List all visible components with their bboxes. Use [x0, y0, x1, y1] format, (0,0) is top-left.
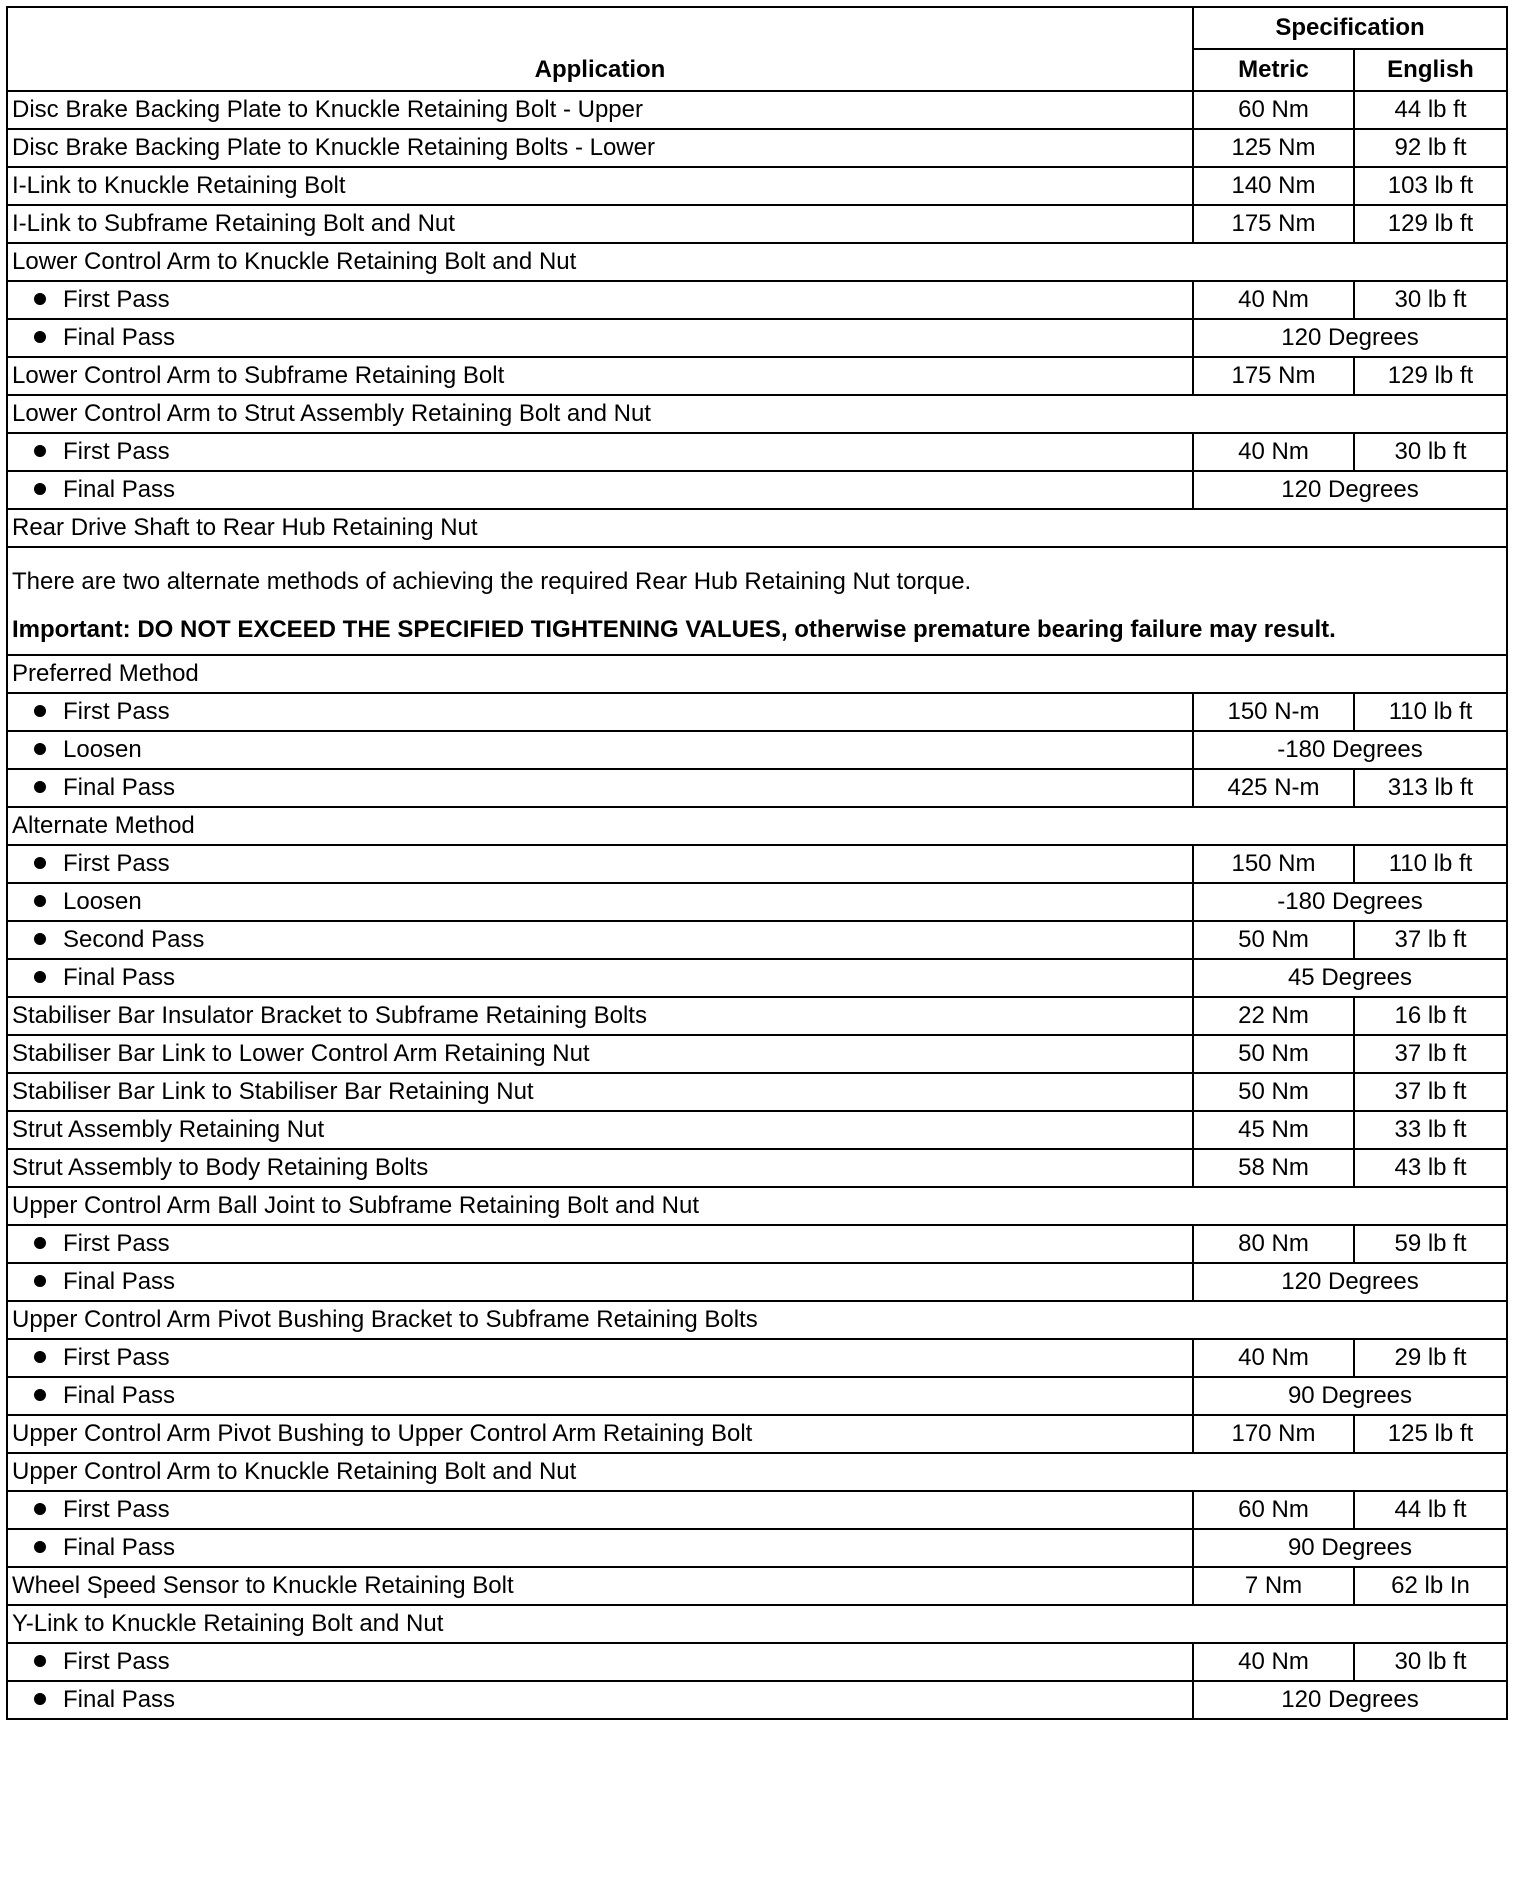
step-cell: [7, 883, 1193, 921]
english-cell: 30 lb ft: [1354, 433, 1507, 471]
step-row: [7, 1225, 1507, 1263]
step-cell: [7, 1643, 1193, 1681]
step-row: [7, 1643, 1507, 1681]
english-cell: 44 lb ft: [1354, 91, 1507, 129]
application-cell: Wheel Speed Sensor to Knuckle Retaining Bolt: [7, 1567, 1193, 1605]
metric-cell: 50 Nm: [1193, 1035, 1354, 1073]
step-row: [7, 1681, 1507, 1719]
metric-cell: 125 Nm: [1193, 129, 1354, 167]
step-label: First Pass: [63, 1648, 170, 1675]
section-heading-cell: Alternate Method: [7, 807, 1507, 845]
step-cell: [7, 1491, 1193, 1529]
section-heading-row: [7, 1605, 1507, 1643]
step-cell: [7, 921, 1193, 959]
table-row: [7, 1415, 1507, 1453]
application-cell: I-Link to Subframe Retaining Bolt and Nut: [7, 205, 1193, 243]
step-cell: [7, 1377, 1193, 1415]
application-cell: Strut Assembly Retaining Nut: [7, 1111, 1193, 1149]
step-cell: [7, 471, 1193, 509]
section-heading-cell: Y-Link to Knuckle Retaining Bolt and Nut: [7, 1605, 1507, 1643]
metric-cell: 150 N-m: [1193, 693, 1354, 731]
metric-cell: 140 Nm: [1193, 167, 1354, 205]
table-body: [7, 91, 1507, 1719]
step-label: Final Pass: [63, 324, 176, 351]
section-heading-cell: Upper Control Arm Ball Joint to Subframe Retaining Bolt and Nut: [7, 1187, 1507, 1225]
application-cell: Stabiliser Bar Link to Lower Control Arm Retaining Nut: [7, 1035, 1193, 1073]
english-cell: 59 lb ft: [1354, 1225, 1507, 1263]
section-heading-row: [7, 395, 1507, 433]
english-cell: 30 lb ft: [1354, 1643, 1507, 1681]
angle-cell: 90 Degrees: [1193, 1377, 1507, 1415]
english-cell: 37 lb ft: [1354, 1035, 1507, 1073]
bullet-icon: [34, 1237, 46, 1249]
bullet-icon: [34, 781, 46, 793]
metric-cell: 425 N-m: [1193, 769, 1354, 807]
bullet-icon: [34, 1541, 46, 1553]
table-row: [7, 129, 1507, 167]
step-cell: [7, 731, 1193, 769]
section-heading-row: [7, 1301, 1507, 1339]
section-heading-cell: Lower Control Arm to Strut Assembly Retaining Bolt and Nut: [7, 395, 1507, 433]
step-label: Loosen: [63, 888, 142, 915]
english-cell: 129 lb ft: [1354, 205, 1507, 243]
step-row: [7, 883, 1507, 921]
section-heading-cell: Rear Drive Shaft to Rear Hub Retaining Nut: [7, 509, 1507, 547]
application-cell: Strut Assembly to Body Retaining Bolts: [7, 1149, 1193, 1187]
english-cell: 37 lb ft: [1354, 921, 1507, 959]
section-heading-row: [7, 1453, 1507, 1491]
step-row: [7, 433, 1507, 471]
table-row: [7, 205, 1507, 243]
step-label: First Pass: [63, 1496, 170, 1523]
step-row: [7, 769, 1507, 807]
english-cell: 16 lb ft: [1354, 997, 1507, 1035]
bullet-icon: [34, 1389, 46, 1401]
step-row: [7, 281, 1507, 319]
table-row: [7, 1149, 1507, 1187]
step-label: Final Pass: [63, 476, 176, 503]
step-row: [7, 959, 1507, 997]
metric-cell: 175 Nm: [1193, 205, 1354, 243]
section-heading-row: [7, 1187, 1507, 1225]
bullet-icon: [34, 1655, 46, 1667]
angle-cell: 120 Degrees: [1193, 319, 1507, 357]
bullet-icon: [34, 705, 46, 717]
header-row-top: [7, 7, 1507, 49]
application-cell: Stabiliser Bar Link to Stabiliser Bar Retaining Nut: [7, 1073, 1193, 1111]
step-label: Final Pass: [63, 1534, 176, 1561]
section-heading-row: [7, 655, 1507, 693]
bullet-icon: [34, 293, 46, 305]
step-label: First Pass: [63, 286, 170, 313]
specification-header: Specification: [1193, 7, 1507, 49]
english-cell: 33 lb ft: [1354, 1111, 1507, 1149]
bullet-icon: [34, 445, 46, 457]
application-header: Application: [7, 7, 1193, 91]
metric-cell: 60 Nm: [1193, 1491, 1354, 1529]
step-cell: [7, 1339, 1193, 1377]
metric-cell: 150 Nm: [1193, 845, 1354, 883]
metric-cell: 22 Nm: [1193, 997, 1354, 1035]
section-heading-cell: Upper Control Arm Pivot Bushing Bracket to Subframe Retaining Bolts: [7, 1301, 1507, 1339]
torque-spec-sheet: [6, 6, 1506, 1720]
step-label: First Pass: [63, 438, 170, 465]
english-cell: 92 lb ft: [1354, 129, 1507, 167]
table-row: [7, 997, 1507, 1035]
english-cell: 62 lb In: [1354, 1567, 1507, 1605]
table-row: [7, 1035, 1507, 1073]
note-row: [7, 547, 1507, 655]
step-row: [7, 1377, 1507, 1415]
section-heading-cell: Upper Control Arm to Knuckle Retaining Bolt and Nut: [7, 1453, 1507, 1491]
metric-cell: 175 Nm: [1193, 357, 1354, 395]
bullet-icon: [34, 1503, 46, 1515]
english-cell: 29 lb ft: [1354, 1339, 1507, 1377]
step-row: [7, 731, 1507, 769]
angle-cell: 120 Degrees: [1193, 471, 1507, 509]
english-cell: 103 lb ft: [1354, 167, 1507, 205]
metric-cell: 58 Nm: [1193, 1149, 1354, 1187]
step-label: Loosen: [63, 736, 142, 763]
bullet-icon: [34, 743, 46, 755]
bullet-icon: [34, 1275, 46, 1287]
bullet-icon: [34, 895, 46, 907]
english-cell: 110 lb ft: [1354, 845, 1507, 883]
section-heading-row: [7, 807, 1507, 845]
step-label: First Pass: [63, 850, 170, 877]
english-cell: 30 lb ft: [1354, 281, 1507, 319]
metric-cell: 50 Nm: [1193, 921, 1354, 959]
step-label: Final Pass: [63, 1268, 176, 1295]
section-heading-cell: Lower Control Arm to Knuckle Retaining Bolt and Nut: [7, 243, 1507, 281]
bullet-icon: [34, 483, 46, 495]
note-cell: [7, 547, 1507, 655]
table-row: [7, 167, 1507, 205]
step-label: Final Pass: [63, 964, 176, 991]
table-row: [7, 91, 1507, 129]
application-cell: I-Link to Knuckle Retaining Bolt: [7, 167, 1193, 205]
step-label: Final Pass: [63, 774, 176, 801]
application-cell: Lower Control Arm to Subframe Retaining Bolt: [7, 357, 1193, 395]
step-cell: [7, 1225, 1193, 1263]
metric-cell: 80 Nm: [1193, 1225, 1354, 1263]
section-heading-row: [7, 243, 1507, 281]
english-cell: 44 lb ft: [1354, 1491, 1507, 1529]
application-cell: Stabiliser Bar Insulator Bracket to Subframe Retaining Bolts: [7, 997, 1193, 1035]
step-cell: [7, 959, 1193, 997]
step-row: [7, 693, 1507, 731]
table-row: [7, 1073, 1507, 1111]
angle-cell: 90 Degrees: [1193, 1529, 1507, 1567]
angle-cell: -180 Degrees: [1193, 883, 1507, 921]
english-cell: 129 lb ft: [1354, 357, 1507, 395]
application-cell: Upper Control Arm Pivot Bushing to Upper Control Arm Retaining Bolt: [7, 1415, 1193, 1453]
step-cell: [7, 1263, 1193, 1301]
metric-cell: 45 Nm: [1193, 1111, 1354, 1149]
section-heading-row: [7, 509, 1507, 547]
english-cell: 125 lb ft: [1354, 1415, 1507, 1453]
section-heading-cell: Preferred Method: [7, 655, 1507, 693]
english-cell: 43 lb ft: [1354, 1149, 1507, 1187]
metric-cell: 60 Nm: [1193, 91, 1354, 129]
metric-header: Metric: [1193, 49, 1354, 91]
angle-cell: 120 Degrees: [1193, 1263, 1507, 1301]
step-row: [7, 1491, 1507, 1529]
step-label: First Pass: [63, 698, 170, 725]
step-cell: [7, 281, 1193, 319]
bullet-icon: [34, 857, 46, 869]
english-header: English: [1354, 49, 1507, 91]
metric-cell: 7 Nm: [1193, 1567, 1354, 1605]
note-text: There are two alternate methods of achieving the required Rear Hub Retaining Nut torque.: [12, 568, 972, 595]
fastener-torque-table: [6, 6, 1508, 1720]
english-cell: 313 lb ft: [1354, 769, 1507, 807]
step-row: [7, 1263, 1507, 1301]
application-cell: Disc Brake Backing Plate to Knuckle Retaining Bolt - Upper: [7, 91, 1193, 129]
angle-cell: 120 Degrees: [1193, 1681, 1507, 1719]
metric-cell: 40 Nm: [1193, 1339, 1354, 1377]
angle-cell: 45 Degrees: [1193, 959, 1507, 997]
table-row: [7, 1567, 1507, 1605]
step-row: [7, 921, 1507, 959]
metric-cell: 40 Nm: [1193, 1643, 1354, 1681]
step-cell: [7, 1529, 1193, 1567]
step-row: [7, 319, 1507, 357]
application-cell: Disc Brake Backing Plate to Knuckle Retaining Bolts - Lower: [7, 129, 1193, 167]
step-row: [7, 845, 1507, 883]
important-warning: Important: DO NOT EXCEED THE SPECIFIED TIGHTENING VALUES, otherwise premature bearing failure may result.: [12, 616, 1336, 643]
step-row: [7, 1339, 1507, 1377]
step-label: First Pass: [63, 1230, 170, 1257]
step-label: Final Pass: [63, 1686, 176, 1713]
metric-cell: 50 Nm: [1193, 1073, 1354, 1111]
bullet-icon: [34, 1351, 46, 1363]
angle-cell: -180 Degrees: [1193, 731, 1507, 769]
step-label: First Pass: [63, 1344, 170, 1371]
table-row: [7, 357, 1507, 395]
metric-cell: 40 Nm: [1193, 433, 1354, 471]
step-cell: [7, 1681, 1193, 1719]
step-cell: [7, 769, 1193, 807]
bullet-icon: [34, 933, 46, 945]
table-row: [7, 1111, 1507, 1149]
metric-cell: 40 Nm: [1193, 281, 1354, 319]
english-cell: 110 lb ft: [1354, 693, 1507, 731]
bullet-icon: [34, 331, 46, 343]
step-cell: [7, 319, 1193, 357]
bullet-icon: [34, 1693, 46, 1705]
step-cell: [7, 433, 1193, 471]
step-cell: [7, 693, 1193, 731]
english-cell: 37 lb ft: [1354, 1073, 1507, 1111]
bullet-icon: [34, 971, 46, 983]
step-label: Second Pass: [63, 926, 205, 953]
step-cell: [7, 845, 1193, 883]
step-row: [7, 1529, 1507, 1567]
step-row: [7, 471, 1507, 509]
metric-cell: 170 Nm: [1193, 1415, 1354, 1453]
step-label: Final Pass: [63, 1382, 176, 1409]
